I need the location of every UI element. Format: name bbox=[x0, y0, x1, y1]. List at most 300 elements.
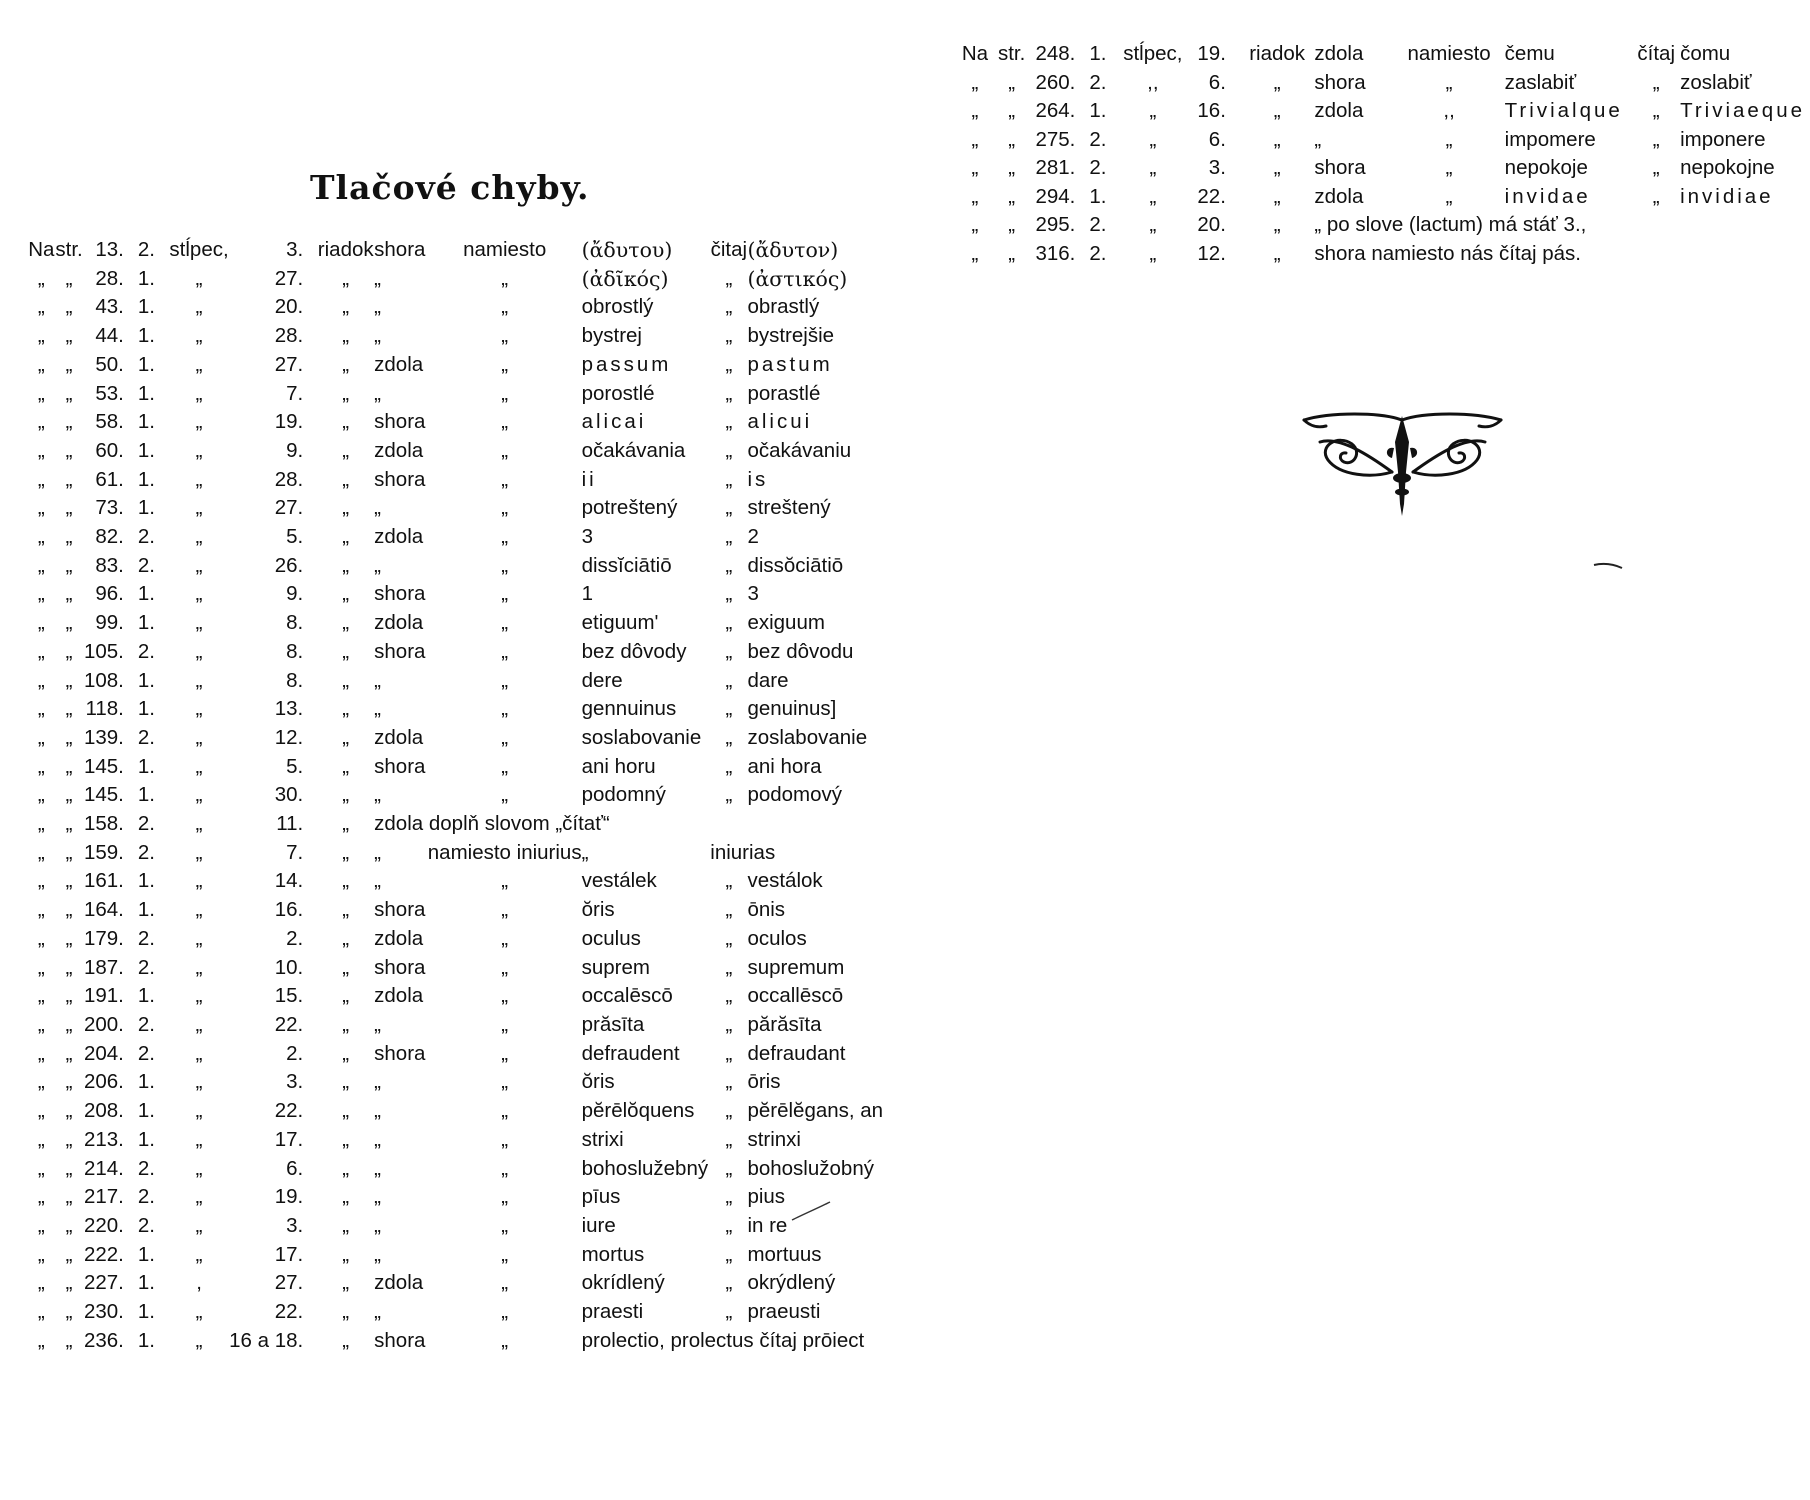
line-number: 8. bbox=[286, 668, 304, 692]
errata-cell: „ bbox=[65, 639, 73, 663]
errata-cell: „ bbox=[725, 324, 733, 348]
errata-cell: „ bbox=[1273, 156, 1281, 179]
page-number: 83. bbox=[95, 553, 124, 577]
errata-row bbox=[28, 408, 885, 437]
errata-cell: „ bbox=[37, 812, 45, 836]
line-number: 27. bbox=[274, 352, 304, 376]
direction-cell: „ bbox=[1314, 127, 1322, 151]
erroneous-text: obrostlý bbox=[581, 295, 654, 319]
errata-cell: „ bbox=[501, 639, 509, 663]
column-number: 1. bbox=[137, 381, 155, 405]
errata-cell: riadok bbox=[1249, 42, 1306, 65]
errata-cell: „ bbox=[65, 1012, 73, 1036]
errata-cell: „ bbox=[65, 324, 73, 348]
errata-cell: „ bbox=[195, 725, 203, 749]
errata-cell: „ bbox=[725, 611, 733, 635]
corrected-text: nepokojne bbox=[1680, 156, 1775, 179]
errata-row bbox=[28, 954, 885, 983]
corrected-text: Triviaeque bbox=[1680, 99, 1806, 122]
direction-cell: shora bbox=[374, 955, 426, 979]
direction-cell: shora bbox=[374, 1328, 426, 1352]
errata-cell: „ bbox=[37, 1242, 45, 1266]
line-number: 6. bbox=[286, 1156, 304, 1180]
errata-cell: „ bbox=[971, 127, 979, 151]
errata-cell: „ bbox=[37, 467, 45, 491]
errata-note: iniurias bbox=[710, 840, 776, 864]
errata-cell: „ bbox=[37, 1300, 45, 1324]
errata-cell: „ bbox=[65, 611, 73, 635]
page-number: 227. bbox=[83, 1271, 124, 1295]
corrected-text: okrýdlený bbox=[747, 1271, 836, 1295]
page-number: 275. bbox=[1035, 127, 1076, 151]
column-number: 1. bbox=[137, 1070, 155, 1094]
errata-cell: namiesto iniurius bbox=[427, 840, 582, 864]
errata-cell: „ bbox=[725, 1213, 733, 1237]
errata-cell: „ bbox=[342, 525, 350, 549]
line-number: 22. bbox=[274, 1099, 304, 1123]
errata-cell: „ bbox=[37, 553, 45, 577]
direction-cell: „ bbox=[374, 266, 381, 290]
corrected-text: imponere bbox=[1680, 127, 1766, 151]
errata-cell: „ bbox=[65, 1271, 73, 1295]
errata-cell: „ bbox=[37, 984, 45, 1008]
column-number: 2. bbox=[1089, 156, 1107, 179]
errata-row bbox=[28, 1040, 885, 1069]
direction-cell: „ bbox=[374, 1213, 381, 1237]
errata-row bbox=[28, 810, 885, 839]
corrected-text: bystrejšie bbox=[747, 324, 835, 348]
errata-cell: „ bbox=[342, 1070, 350, 1094]
erroneous-text: čemu bbox=[1504, 42, 1555, 65]
errata-cell: „ bbox=[195, 812, 203, 836]
stray-pen-stroke bbox=[790, 1200, 832, 1222]
errata-cell: „ bbox=[37, 697, 45, 721]
errata-cell: „ bbox=[65, 1099, 73, 1123]
errata-cell: „ bbox=[37, 324, 45, 348]
errata-cell: „ bbox=[65, 496, 73, 520]
errata-cell: „ bbox=[725, 955, 733, 979]
errata-cell: „ bbox=[37, 381, 45, 405]
direction-cell: shora bbox=[374, 754, 426, 778]
errata-cell: „ bbox=[65, 783, 73, 807]
errata-cell: „ bbox=[65, 812, 73, 836]
errata-cell: „ bbox=[37, 1328, 45, 1352]
errata-cell: „ bbox=[501, 295, 509, 319]
erroneous-text: mortus bbox=[581, 1242, 645, 1266]
corrected-text: pastum bbox=[747, 352, 833, 376]
column-number: 1. bbox=[1089, 42, 1107, 65]
errata-cell: „ bbox=[501, 324, 509, 348]
errata-cell: „ bbox=[725, 410, 733, 434]
errata-cell: „ bbox=[725, 553, 733, 577]
erroneous-text: ani horu bbox=[581, 754, 656, 778]
errata-cell: „ bbox=[501, 611, 509, 635]
errata-cell: „ bbox=[342, 697, 350, 721]
corrected-text: zoslabiť bbox=[1680, 70, 1752, 94]
direction-cell: shora bbox=[374, 410, 426, 434]
line-number: 14. bbox=[274, 869, 304, 893]
line-number: 28. bbox=[274, 324, 304, 348]
page-number: 50. bbox=[95, 352, 124, 376]
errata-cell: „ bbox=[65, 1041, 73, 1065]
errata-cell: „ bbox=[501, 381, 509, 405]
page-number: 58. bbox=[95, 410, 124, 434]
erroneous-text: gennuinus bbox=[581, 697, 677, 721]
page-number: 96. bbox=[95, 582, 124, 606]
errata-cell: „ bbox=[37, 639, 45, 663]
page-number: 139. bbox=[83, 725, 124, 749]
errata-cell: „ bbox=[342, 1300, 350, 1324]
page-number: 28. bbox=[95, 266, 124, 290]
erroneous-text: alicai bbox=[581, 410, 647, 434]
errata-cell: „ bbox=[1652, 99, 1660, 122]
errata-cell: „ bbox=[342, 898, 350, 922]
errata-row bbox=[28, 1212, 885, 1241]
line-number: 17. bbox=[274, 1127, 304, 1151]
errata-cell: „ bbox=[195, 1012, 203, 1036]
errata-cell: „ bbox=[1149, 241, 1157, 265]
column-number: 2. bbox=[137, 1012, 155, 1036]
errata-cell: „ bbox=[37, 525, 45, 549]
errata-cell: namiesto bbox=[1407, 42, 1491, 65]
errata-cell: „ bbox=[725, 697, 733, 721]
line-number: 30. bbox=[274, 783, 304, 807]
errata-cell: „ bbox=[195, 869, 203, 893]
errata-cell: „ bbox=[65, 1156, 73, 1180]
errata-cell: „ bbox=[195, 1185, 203, 1209]
erroneous-text: (ἀδῖκός) bbox=[581, 266, 669, 291]
page-number: 208. bbox=[83, 1099, 124, 1123]
line-number: 15. bbox=[274, 984, 304, 1008]
corrected-text: dare bbox=[747, 668, 789, 692]
errata-cell: „ bbox=[971, 241, 979, 265]
corrected-text: ani hora bbox=[747, 754, 822, 778]
errata-cell: „ bbox=[1273, 184, 1281, 208]
errata-cell: „ bbox=[725, 984, 733, 1008]
column-number: 2. bbox=[137, 639, 155, 663]
column-number: 1. bbox=[137, 898, 155, 922]
errata-cell: „ bbox=[1273, 70, 1281, 94]
errata-cell: „ bbox=[1008, 156, 1016, 179]
line-number: 26. bbox=[274, 553, 304, 577]
errata-cell: „ bbox=[195, 266, 203, 290]
erroneous-text: „ bbox=[581, 840, 589, 864]
errata-cell: „ bbox=[971, 213, 979, 236]
stray-dash-mark bbox=[1593, 562, 1623, 572]
errata-cell: „ bbox=[65, 1300, 73, 1324]
page-number: 118. bbox=[85, 697, 124, 721]
errata-cell: „ bbox=[501, 496, 509, 520]
page-number: 204. bbox=[83, 1041, 124, 1065]
errata-cell: „ bbox=[342, 754, 350, 778]
line-number: 9. bbox=[286, 438, 304, 462]
errata-cell: „ bbox=[195, 926, 203, 950]
errata-cell: „ bbox=[1149, 127, 1157, 151]
erroneous-text: passum bbox=[581, 352, 672, 376]
page-number: 206. bbox=[83, 1070, 124, 1094]
line-number: 17. bbox=[274, 1242, 304, 1266]
errata-row bbox=[28, 1155, 885, 1184]
column-number: 2. bbox=[137, 955, 155, 979]
errata-cell: „ bbox=[37, 582, 45, 606]
errata-cell: „ bbox=[65, 381, 73, 405]
column-number: 1. bbox=[1089, 99, 1107, 122]
errata-cell: „ bbox=[65, 266, 73, 290]
errata-cell: „ bbox=[501, 1070, 509, 1094]
errata-cell: „ bbox=[1652, 127, 1660, 151]
erroneous-text: ŏris bbox=[581, 898, 615, 922]
errata-note: prolectio, prolectus čítaj prōiect bbox=[581, 1328, 865, 1352]
errata-row bbox=[28, 351, 885, 380]
errata-cell: „ bbox=[501, 783, 509, 807]
errata-cell: „ bbox=[971, 184, 979, 208]
direction-cell: shora bbox=[374, 1041, 426, 1065]
corrected-text: očakávaniu bbox=[747, 438, 852, 462]
errata-row bbox=[960, 40, 1810, 69]
errata-cell: „ bbox=[501, 1041, 509, 1065]
page-number: 105. bbox=[83, 639, 124, 663]
direction-cell: „ bbox=[374, 1127, 381, 1151]
column-number: 1. bbox=[137, 295, 155, 319]
errata-cell: „ bbox=[501, 1242, 509, 1266]
errata-row bbox=[960, 97, 1810, 126]
errata-cell: „ bbox=[195, 783, 203, 807]
erroneous-text: bystrej bbox=[581, 324, 642, 348]
errata-cell: „ bbox=[501, 1185, 509, 1209]
line-number: 19. bbox=[1197, 42, 1226, 65]
errata-cell: „ bbox=[342, 553, 350, 577]
errata-cell: „ bbox=[195, 1242, 203, 1266]
errata-cell: „ bbox=[1273, 241, 1281, 265]
errata-cell: „ bbox=[501, 1271, 509, 1295]
direction-cell: shora bbox=[374, 467, 426, 491]
errata-cell: „ bbox=[37, 926, 45, 950]
errata-cell: „ bbox=[1008, 127, 1016, 151]
direction-cell: shora bbox=[374, 898, 426, 922]
errata-cell: „ bbox=[195, 1041, 203, 1065]
erroneous-text: praesti bbox=[581, 1300, 644, 1324]
errata-row bbox=[28, 1068, 885, 1097]
line-number: 12. bbox=[274, 725, 304, 749]
left-errata-column bbox=[0, 0, 885, 1500]
direction-cell: shora bbox=[374, 238, 426, 261]
line-number: 6. bbox=[1208, 70, 1226, 94]
direction-cell: „ bbox=[374, 381, 381, 405]
direction-cell: zdola bbox=[374, 438, 424, 462]
errata-note: „ po slove (lactum) má stáť 3., bbox=[1314, 213, 1587, 236]
errata-row bbox=[28, 265, 885, 294]
errata-cell: „ bbox=[65, 1185, 73, 1209]
errata-cell: „ bbox=[1445, 156, 1453, 179]
errata-cell: „ bbox=[725, 869, 733, 893]
errata-cell: „ bbox=[37, 611, 45, 635]
line-number: 13. bbox=[274, 697, 304, 721]
errata-cell: „ bbox=[1149, 99, 1157, 122]
errata-cell: „ bbox=[195, 1070, 203, 1094]
direction-cell: zdola bbox=[374, 725, 424, 749]
errata-cell: „ bbox=[501, 1099, 509, 1123]
errata-cell: „ bbox=[725, 898, 733, 922]
erroneous-text: defraudent bbox=[581, 1041, 680, 1065]
column-number: 1. bbox=[137, 438, 155, 462]
line-number: 2. bbox=[286, 926, 304, 950]
errata-cell: „ bbox=[725, 496, 733, 520]
errata-cell: „ bbox=[1008, 70, 1016, 94]
direction-cell: „ bbox=[374, 295, 381, 319]
errata-cell: „ bbox=[195, 984, 203, 1008]
errata-cell: „ bbox=[971, 70, 979, 94]
errata-cell: ,, bbox=[1147, 70, 1159, 94]
errata-cell: „ bbox=[37, 496, 45, 520]
errata-cell: „ bbox=[342, 1041, 350, 1065]
errata-cell: „ bbox=[1273, 127, 1281, 151]
errata-cell: „ bbox=[501, 697, 509, 721]
line-number: 19. bbox=[274, 1185, 304, 1209]
errata-row bbox=[28, 609, 885, 638]
errata-cell: „ bbox=[342, 1156, 350, 1180]
errata-cell: „ bbox=[37, 410, 45, 434]
errata-cell: „ bbox=[65, 869, 73, 893]
line-number: 5. bbox=[286, 525, 304, 549]
errata-cell: „ bbox=[65, 1242, 73, 1266]
errata-cell: „ bbox=[37, 725, 45, 749]
fleuron-ornament-icon bbox=[1300, 412, 1505, 518]
corrected-text: bez dôvodu bbox=[747, 639, 854, 663]
page-number: 316. bbox=[1035, 241, 1076, 265]
errata-cell: „ bbox=[501, 955, 509, 979]
errata-row bbox=[28, 552, 885, 581]
errata-cell: „ bbox=[725, 1099, 733, 1123]
page-number: 213. bbox=[83, 1127, 124, 1151]
errata-cell: „ bbox=[501, 984, 509, 1008]
errata-row bbox=[28, 839, 885, 868]
line-number: 20. bbox=[1197, 213, 1226, 236]
errata-cell: „ bbox=[195, 467, 203, 491]
erroneous-text: bohoslužebný bbox=[581, 1156, 709, 1180]
errata-cell: „ bbox=[65, 467, 73, 491]
errata-cell: „ bbox=[195, 754, 203, 778]
corrected-text: occallēscō bbox=[747, 984, 844, 1008]
errata-cell: „ bbox=[501, 1156, 509, 1180]
page-number: 260. bbox=[1035, 70, 1076, 94]
column-number: 2. bbox=[137, 840, 155, 864]
erroneous-text: okrídlený bbox=[581, 1271, 665, 1295]
errata-cell: „ bbox=[342, 812, 350, 836]
direction-cell: „ bbox=[374, 840, 381, 864]
errata-row bbox=[28, 982, 885, 1011]
direction-cell: zdola bbox=[374, 611, 424, 635]
erroneous-text: prăsīta bbox=[581, 1012, 645, 1036]
errata-cell: „ bbox=[342, 1185, 350, 1209]
errata-cell: „ bbox=[342, 352, 350, 376]
line-number: 16 a 18. bbox=[229, 1328, 304, 1352]
erroneous-text: pĕrēlŏquens bbox=[581, 1099, 695, 1123]
line-number: 9. bbox=[286, 582, 304, 606]
errata-cell: „ bbox=[501, 525, 509, 549]
corrected-text: (ἀστικός) bbox=[747, 266, 848, 291]
direction-cell: zdola bbox=[1314, 99, 1364, 122]
line-number: 10. bbox=[274, 955, 304, 979]
errata-cell: „ bbox=[65, 438, 73, 462]
errata-cell: „ bbox=[195, 295, 203, 319]
page-number: 187. bbox=[83, 955, 124, 979]
column-number: 2. bbox=[137, 1213, 155, 1237]
erroneous-text: ii bbox=[581, 467, 597, 491]
errata-cell: „ bbox=[65, 668, 73, 692]
corrected-text: invidiae bbox=[1680, 184, 1774, 208]
direction-cell: „ bbox=[374, 324, 381, 348]
errata-cell: „ bbox=[342, 1271, 350, 1295]
errata-cell: „ bbox=[501, 1012, 509, 1036]
corrected-text: exiguum bbox=[747, 611, 825, 635]
errata-cell: „ bbox=[37, 668, 45, 692]
column-number: 1. bbox=[137, 668, 155, 692]
errata-row bbox=[28, 380, 885, 409]
errata-cell: „ bbox=[342, 611, 350, 635]
direction-cell: zdola bbox=[374, 926, 424, 950]
erroneous-text: podomný bbox=[581, 783, 666, 807]
direction-cell: „ bbox=[374, 869, 381, 893]
errata-cell: „ bbox=[725, 668, 733, 692]
errata-cell: „ bbox=[65, 525, 73, 549]
errata-cell: „ bbox=[195, 525, 203, 549]
direction-cell: „ bbox=[374, 1185, 381, 1209]
erroneous-text: Trivialque bbox=[1504, 99, 1623, 122]
errata-cell: riadok bbox=[317, 238, 374, 261]
column-number: 1. bbox=[137, 869, 155, 893]
errata-cell: „ bbox=[342, 1127, 350, 1151]
errata-cell: „ bbox=[65, 955, 73, 979]
errata-cell: „ bbox=[501, 1213, 509, 1237]
errata-cell: „ bbox=[65, 553, 73, 577]
direction-cell: „ bbox=[374, 496, 381, 520]
errata-cell: „ bbox=[342, 381, 350, 405]
errata-note: shora namiesto nás čítaj pás. bbox=[1314, 241, 1581, 265]
errata-cell: „ bbox=[1445, 127, 1453, 151]
errata-cell: čitaj bbox=[710, 238, 748, 261]
column-number: 2. bbox=[137, 1185, 155, 1209]
errata-row bbox=[960, 240, 1810, 269]
erroneous-text: iure bbox=[581, 1213, 616, 1237]
errata-cell: „ bbox=[37, 1070, 45, 1094]
line-number: 22. bbox=[274, 1012, 304, 1036]
errata-row bbox=[28, 867, 885, 896]
errata-cell: „ bbox=[342, 639, 350, 663]
column-number: 1. bbox=[137, 984, 155, 1008]
errata-cell: „ bbox=[37, 783, 45, 807]
errata-row bbox=[28, 1298, 885, 1327]
errata-cell: „ bbox=[342, 496, 350, 520]
direction-cell: „ bbox=[374, 1300, 381, 1324]
errata-cell: „ bbox=[725, 1300, 733, 1324]
corrected-text: strinxi bbox=[747, 1127, 801, 1151]
errata-row bbox=[28, 925, 885, 954]
page-number: 217. bbox=[83, 1185, 124, 1209]
errata-cell: čítaj bbox=[1637, 42, 1676, 65]
errata-row bbox=[28, 523, 885, 552]
direction-cell: „ bbox=[374, 1156, 381, 1180]
corrected-text: genuinus] bbox=[747, 697, 837, 721]
errata-cell: „ bbox=[195, 668, 203, 692]
errata-cell: namiesto bbox=[463, 238, 547, 261]
errata-cell: „ bbox=[1149, 156, 1157, 179]
errata-cell: „ bbox=[342, 725, 350, 749]
direction-cell: „ bbox=[374, 1070, 381, 1094]
corrected-text: supremum bbox=[747, 955, 845, 979]
errata-cell: „ bbox=[65, 697, 73, 721]
column-number: 1. bbox=[137, 467, 155, 491]
line-number: 12. bbox=[1197, 241, 1226, 265]
